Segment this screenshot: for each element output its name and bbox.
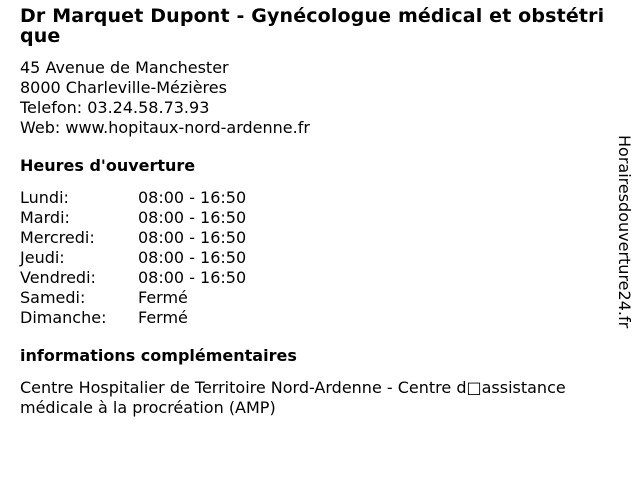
day-label: Mercredi: [20, 228, 95, 247]
hours-row-thursday [20, 248, 618, 268]
address-block [20, 58, 618, 138]
business-title: Dr Marquet Dupont - Gynécologue médical et obstétrique [20, 5, 605, 47]
hours-row-saturday [20, 288, 618, 308]
time-value: Fermé [138, 288, 188, 307]
time-value: 08:00 - 16:50 [138, 248, 247, 267]
hours-row-sunday [20, 308, 618, 328]
day-label: Vendredi: [20, 268, 96, 287]
opening-hours-list [20, 188, 618, 328]
site-watermark: Horairesdouverture24.fr [615, 135, 634, 329]
phone-number: Telefon: 03.24.58.73.93 [20, 98, 210, 117]
hours-row-friday [20, 268, 618, 288]
time-value: 08:00 - 16:50 [138, 208, 247, 227]
hours-row-tuesday [20, 208, 618, 228]
website: Web: www.hopitaux-nord-ardenne.fr [20, 118, 310, 137]
day-label: Mardi: [20, 208, 70, 227]
opening-hours-title: Heures d'ouverture [20, 156, 196, 175]
time-value: 08:00 - 16:50 [138, 188, 247, 207]
address-street: 45 Avenue de Manchester [20, 58, 229, 77]
day-label: Samedi: [20, 288, 86, 307]
additional-info-title: informations complémentaires [20, 346, 297, 365]
time-value: Fermé [138, 308, 188, 327]
hours-row-wednesday [20, 228, 618, 248]
hours-row-monday [20, 188, 618, 208]
day-label: Dimanche: [20, 308, 107, 327]
time-value: 08:00 - 16:50 [138, 228, 247, 247]
time-value: 08:00 - 16:50 [138, 268, 247, 287]
day-label: Jeudi: [20, 248, 65, 267]
day-label: Lundi: [20, 188, 69, 207]
business-info-panel [20, 6, 618, 418]
address-city: 8000 Charleville-Mézières [20, 78, 227, 97]
additional-info-text: Centre Hospitalier de Territoire Nord-Ardenne - Centre d□assistance médicale à la procréation (AMP) [20, 378, 566, 417]
